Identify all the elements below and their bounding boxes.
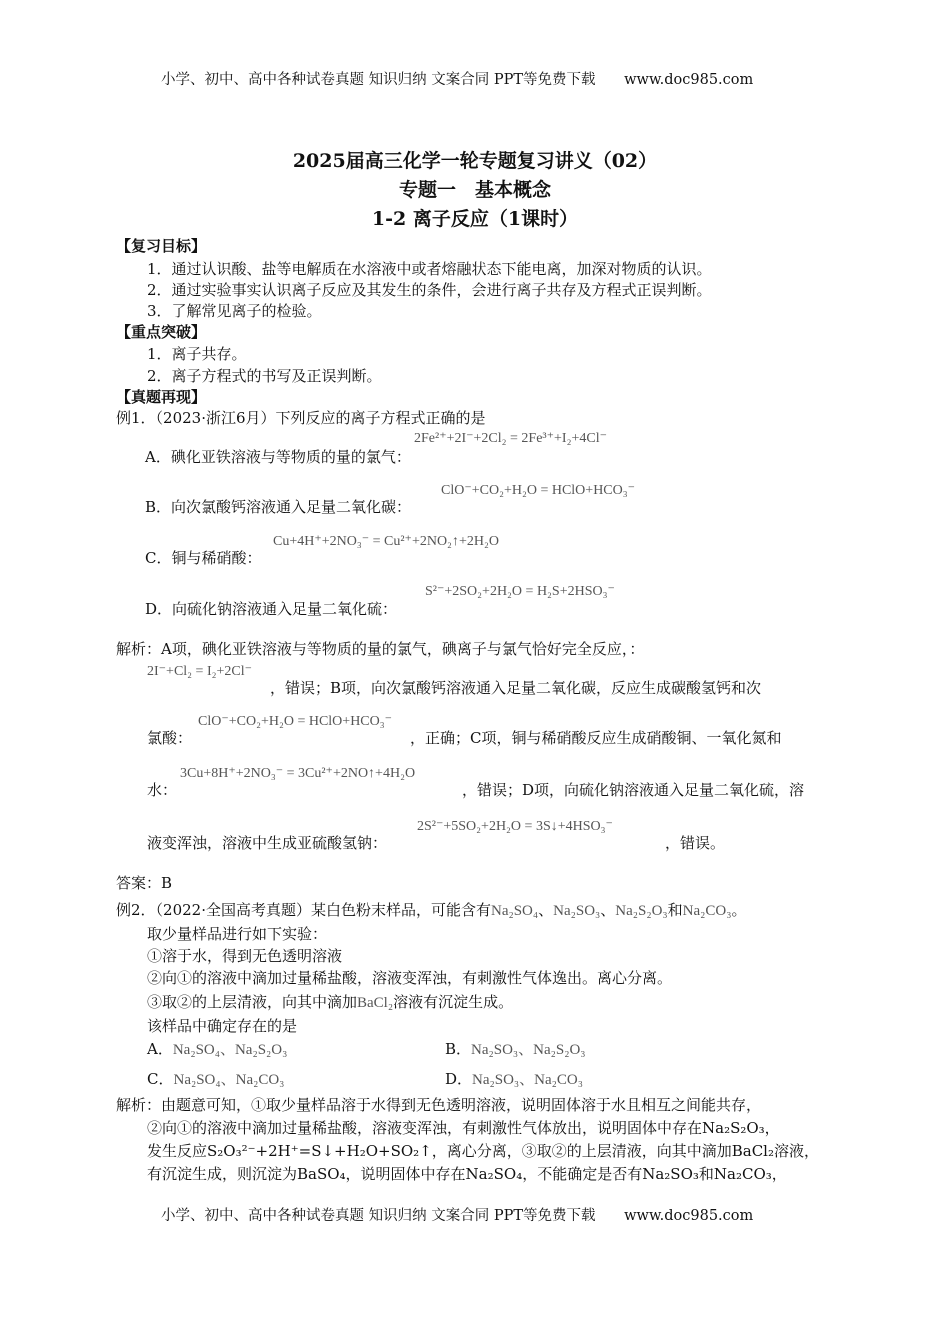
ex2-option-d [445,1068,583,1089]
header-text: 小学、初中、高中各种试卷真题 知识归纳 文案合同 PPT等免费下载 [161,72,596,88]
option-formula: Na₂SO₃、Na₂CO₃ [472,1072,583,1088]
ex2-analysis-line: 有沉淀生成，则沉淀为BaSO₄，说明固体中存在Na₂SO₄，不能确定是否有Na₂SO₃和Na₂CO₃， [147,1165,787,1183]
review-heading: 【真题再现】 [116,388,207,406]
ex1-stem: 例1．（2023·浙江6月）下列反应的离子方程式正确的是 [116,409,486,427]
option-label: C． [147,1070,174,1088]
ex2-question: 该样品中确定存在的是 [147,1017,298,1035]
ex2-formula: Na₂S₂O₃ [615,903,668,919]
ex2-analysis-line: 解析：由题意可知，①取少量样品溶于水得到无色透明溶液，说明固体溶于水且相互之间能共存， [116,1096,762,1114]
ex1-option-d-label: D．向硫化钠溶液通入足量二氧化硫： [145,600,398,618]
ex2-line3-suffix: 溶液有沉淀生成。 [393,993,514,1011]
ex2-end: 。 [731,901,747,919]
ex2-sep: 、 [600,901,616,919]
ex1-analysis-line: ，正确；C项，铜与稀硝酸反应生成硝酸铜、一氧化氮和 [410,729,782,747]
option-formula: Na₂SO₃、Na₂S₂O₃ [471,1042,586,1058]
footer-site[interactable]: www.doc985.com [624,1208,754,1224]
ex2-sep: 、 [538,901,554,919]
ex1-option-c-formula: Cu+4H⁺+2NO₃⁻ = Cu²⁺+2NO₂↑+2H₂O [273,534,499,549]
ex2-formula: Na₂SO₄ [491,903,539,919]
ex1-option-a-formula: 2Fe²⁺+2I⁻+2Cl₂ = 2Fe³⁺+I₂+4Cl⁻ [414,431,607,446]
option-formula: Na₂SO₄、Na₂CO₃ [173,1072,285,1088]
ex2-line-3 [147,991,513,1012]
ex2-option-c [147,1068,284,1089]
footer-text: 小学、初中、高中各种试卷真题 知识归纳 文案合同 PPT等免费下载 [161,1208,596,1224]
option-formula: Na₂SO₄、Na₂S₂O₃ [172,1042,288,1058]
ex2-formula: Na₂CO₃ [682,903,732,919]
option-label: B． [445,1040,472,1058]
focus-item: 2．离子方程式的书写及正误判断。 [147,367,382,385]
ex2-option-b [445,1038,586,1059]
ex2-option-a [147,1038,287,1059]
ex1-analysis-formula: 3Cu+8H⁺+2NO₃⁻ = 3Cu²⁺+2NO↑+4H₂O [180,766,416,781]
ex1-analysis-formula: ClO⁻+CO₂+H₂O = HClO+HCO₃⁻ [198,714,393,729]
ex1-option-d-formula: S²⁻+2SO₂+2H₂O = H₂S+2HSO₃⁻ [425,584,615,599]
ex2-analysis-line: 发生反应S₂O₃²⁻+2H⁺=S↓+H₂O+SO₂↑，离心分离，③取②的上层清液，向其中滴加BaCl₂溶液， [147,1142,819,1160]
ex1-analysis-formula: 2I⁻+Cl₂ = I₂+2Cl⁻ [147,664,253,679]
goal-item: 1．通过认识酸、盐等电解质在水溶液中或者熔融状态下能电离，加深对物质的认识。 [147,260,712,278]
ex1-analysis-line: 氯酸： [147,729,193,747]
goals-heading: 【复习目标】 [116,237,207,255]
page-footer [161,1204,753,1225]
option-label: A． [147,1040,173,1058]
ex1-analysis-line: 水： [147,781,178,799]
ex1-analysis-line: ，错误；B项，向次氯酸钙溶液通入足量二氧化碳，反应生成碳酸氢钙和次 [270,679,762,697]
ex1-option-b-formula: ClO⁻+CO₂+H₂O = HClO+HCO₃⁻ [441,483,636,498]
ex1-analysis-formula: 2S²⁻+5SO₂+2H₂O = 3S↓+4HSO₃⁻ [417,819,613,834]
lesson-title: 1-2 离子反应（1课时） [371,208,579,230]
ex1-analysis-line: 液变浑浊，溶液中生成亚硫酸氢钠： [147,834,388,852]
page-header [161,68,753,89]
ex2-line: ②向①的溶液中滴加过量稀盐酸，溶液变浑浊，有刺激性气体逸出。离心分离。 [147,969,673,987]
goal-item: 3．了解常见离子的检验。 [147,302,322,320]
ex2-analysis-line: ②向①的溶液中滴加过量稀盐酸，溶液变浑浊，有刺激性气体放出，说明固体中存在Na₂S₂O₃， [147,1119,780,1137]
header-site[interactable]: www.doc985.com [624,72,754,88]
main-title: 2025届高三化学一轮专题复习讲义（02） [292,150,658,172]
ex1-option-a-label: A．碘化亚铁溶液与等物质的量的氯气： [145,448,411,466]
ex1-analysis-line: ，错误；D项，向硫化钠溶液通入足量二氧化硫，溶 [462,781,805,799]
ex2-line3-formula: BaCl₂ [357,995,394,1011]
ex1-answer: 答案：B [116,874,173,892]
focus-heading: 【重点突破】 [116,323,207,341]
ex2-stem [116,899,746,920]
ex2-and: 和 [667,901,683,919]
ex2-formula: Na₂SO₃ [553,903,601,919]
option-label: D． [445,1070,473,1088]
ex1-option-b-label: B．向次氯酸钙溶液通入足量二氧化碳： [145,498,412,516]
goal-item: 2．通过实验事实认识离子反应及其发生的条件，会进行离子共存及方程式正误判断。 [147,281,712,299]
topic-title: 专题一 基本概念 [398,179,551,201]
ex1-option-c-label: C．铜与稀硝酸： [145,549,262,567]
ex2-stem-prefix: 例2．（2022·全国高考真题）某白色粉末样品，可能含有 [116,901,491,919]
ex2-line3-prefix: ③取②的上层清液，向其中滴加 [147,993,358,1011]
ex1-analysis-line: 解析：A项，碘化亚铁溶液与等物质的量的氯气，碘离子与氯气恰好完全反应，： [116,640,645,658]
ex2-line: 取少量样品进行如下实验： [147,925,328,943]
ex2-line: ①溶于水，得到无色透明溶液 [147,947,343,965]
ex1-analysis-line: ，错误。 [665,834,726,852]
focus-item: 1．离子共存。 [147,345,247,363]
